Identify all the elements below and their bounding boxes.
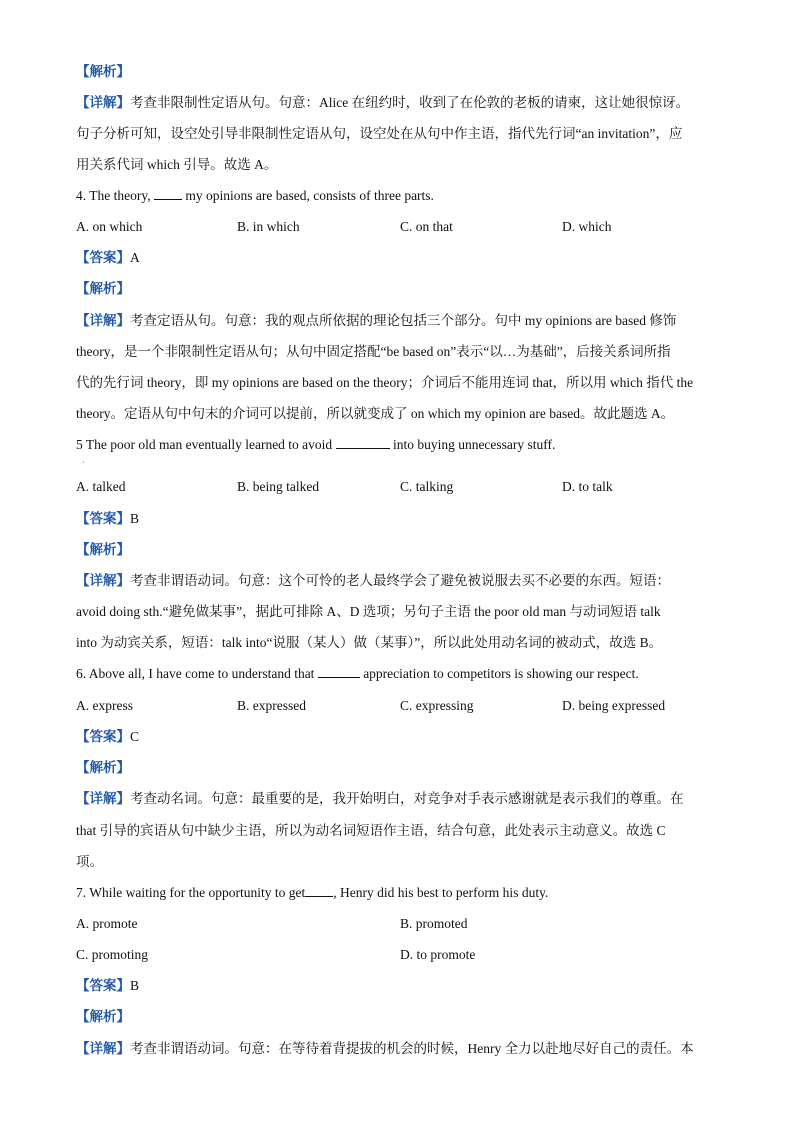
option-d: D. to promote <box>400 947 476 962</box>
detail-paragraph <box>76 1039 718 1059</box>
detail-label: 【详解】 <box>76 1041 130 1056</box>
detail-text: that 引导的宾语从句中缺少主语，所以为动名词短语作主语，结合句意，此处表示主动意义。故选 C <box>76 823 666 838</box>
analysis-label: 【解析】 <box>76 760 130 775</box>
detail-label: 【详解】 <box>76 313 130 328</box>
detail-text: 考查非谓语动词。句意：这个可怜的老人最终学会了避免被说服去买不必要的东西。短语： <box>130 573 670 588</box>
stem-text: into buying unnecessary stuff. <box>389 437 556 452</box>
answer-line <box>76 509 718 529</box>
detail-text: avoid doing sth.“避免做某事”，据此可排除 A、D 选项；另句子主语 the poor old man 与动词短语 talk <box>76 604 661 619</box>
detail-text: 代的先行词 theory，即 my opinions are based on the theory；介词后不能用连词 that，所以用 which 指代 the <box>76 375 694 390</box>
stem-text: appreciation to competitors is showing our respect. <box>359 666 639 681</box>
answer-value: B <box>130 511 140 526</box>
question-stem <box>76 883 718 903</box>
stem-text: , Henry did his best to perform his duty. <box>333 885 549 900</box>
option-b: B. in which <box>237 219 300 234</box>
detail-text: into 为动宾关系，短语：talk into“说服（某人）做（某事）”，所以此处用动名词的被动式，故选 B。 <box>76 635 663 650</box>
stem-text: 5 The poor old man eventually learned to avoid <box>76 437 336 452</box>
answer-label: 【答案】 <box>76 729 130 744</box>
option-b: B. being talked <box>237 479 320 494</box>
option-b: B. expressed <box>237 698 306 713</box>
question-stem <box>76 186 718 206</box>
stem-text: my opinions are based, consists of three parts. <box>181 188 434 203</box>
detail-text: 项。 <box>76 854 103 869</box>
detail-text: theory。定语从句中句末的介词可以提前，所以就变成了 on which my opinion are based。故此题选 A。 <box>76 406 675 421</box>
option-c: C. promoting <box>76 947 149 962</box>
question-stem <box>76 435 718 455</box>
analysis-label: 【解析】 <box>76 542 130 557</box>
detail-text: 用关系代词 which 引导。故选 A。 <box>76 157 278 172</box>
answer-line <box>76 727 718 747</box>
stem-text: 6. Above all, I have come to understand that <box>76 666 318 681</box>
answer-label: 【答案】 <box>76 978 130 993</box>
option-a: A. promote <box>76 916 138 931</box>
detail-paragraph <box>76 311 718 331</box>
detail-text: theory，是一个非限制性定语从句；从句中固定搭配“be based on”表示“以…为基础”，后接关系词所指 <box>76 344 671 359</box>
detail-text: 考查定语从句。句意：我的观点所依据的理论包括三个部分。句中 my opinions are based 修饰 <box>130 313 677 328</box>
answer-label: 【答案】 <box>76 511 130 526</box>
answer-label: 【答案】 <box>76 250 130 265</box>
analysis-label: 【解析】 <box>76 64 130 79</box>
stem-text: 4. The theory, <box>76 188 154 203</box>
detail-paragraph <box>76 571 718 591</box>
option-c: C. expressing <box>400 698 474 713</box>
answer-line <box>76 976 718 996</box>
answer-value: C <box>130 729 140 744</box>
option-c: C. on that <box>400 219 453 234</box>
detail-label: 【详解】 <box>76 573 130 588</box>
answer-line <box>76 248 718 268</box>
detail-label: 【详解】 <box>76 95 130 110</box>
option-b: B. promoted <box>400 916 468 931</box>
detail-label: 【详解】 <box>76 791 130 806</box>
detail-text: 考查非限制性定语从句。句意：Alice 在纽约时，收到了在伦敦的老板的请柬，这让她很惊讶。 <box>130 95 690 110</box>
option-d: D. being expressed <box>562 698 666 713</box>
detail-text: 句子分析可知，设空处引导非限制性定语从句，设空处在从句中作主语，指代先行词“an invitation”，应 <box>76 126 683 141</box>
answer-blank <box>305 884 333 897</box>
detail-paragraph <box>76 789 718 809</box>
detail-text: 考查动名词。句意：最重要的是，我开始明白，对竞争对手表示感谢就是表示我们的尊重。在 <box>130 791 684 806</box>
answer-blank <box>154 187 182 200</box>
detail-paragraph <box>76 93 718 113</box>
option-c: C. talking <box>400 479 454 494</box>
detail-text: 考查非谓语动词。句意：在等待着背提拔的机会的时候，Henry 全力以赴地尽好自己的责任。本 <box>130 1041 694 1056</box>
option-d: D. to talk <box>562 479 613 494</box>
analysis-label: 【解析】 <box>76 1009 130 1024</box>
option-d: D. which <box>562 219 612 234</box>
option-a: A. talked <box>76 479 126 494</box>
answer-blank <box>336 436 390 449</box>
stray-dot: · <box>82 458 85 467</box>
analysis-label: 【解析】 <box>76 281 130 296</box>
option-a: A. on which <box>76 219 143 234</box>
answer-value: A <box>130 250 140 265</box>
answer-value: B <box>130 978 140 993</box>
stem-text: 7. While waiting for the opportunity to get <box>76 885 306 900</box>
answer-blank <box>318 665 360 678</box>
question-stem <box>76 664 718 684</box>
option-a: A. express <box>76 698 133 713</box>
